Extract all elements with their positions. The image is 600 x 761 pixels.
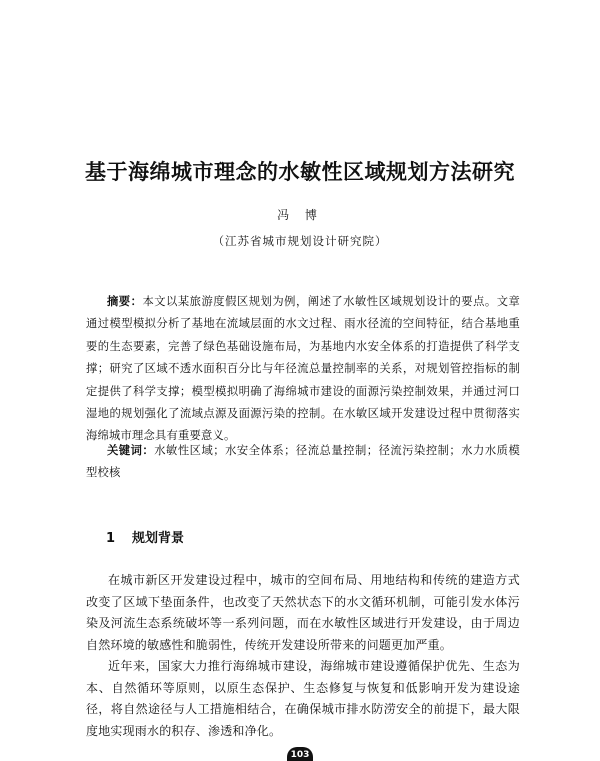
author-name: 冯 博 [277,208,323,222]
page-number: 103 [287,747,313,761]
section-heading [106,527,184,546]
section-title: 规划背景 [132,531,185,546]
keywords-text: 水敏性区域；水安全体系；径流总量控制；径流污染控制；水力水质模型校核 [86,444,520,480]
abstract-label: 摘要： [107,295,143,308]
body-paragraph: 在城市新区开发建设过程中，城市的空间布局、用地结构和传统的建造方式改变了区域下垫面条件，也改变了天然状态下的水文循环机制，可能引发水体污染及河流生态系统破坏等一系列问题，而在水敏性区域进行开发建设，由于周边自然环境的敏感性和脆弱性，传统开发建设所带来的问题更加严重。 [86,573,520,652]
section-number: 1 [106,531,116,546]
abstract-text: 本文以某旅游度假区规划为例，阐述了水敏性区域规划设计的要点。文章通过模型模拟分析了基地在流域层面的水文过程、雨水径流的空间特征，结合基地重要的生态要素，完善了绿色基础设施布局，为基地内水安全体系的打造提供了科学支撑；研究了区域不透水面积百分比与年径流总量控制率的关系，对规划管控指标的制定提供了科学支撑；模型模拟明确了海绵城市建设的面源污染控制效果，并通过河口湿地的规划强化了流域点源及面源污染的控制。在水敏区域开发建设过程中贯彻落实海绵城市理念具有重要意义。 [86,295,520,443]
keywords [86,440,520,485]
keywords-label: 关键词： [107,444,155,457]
body-paragraph: 近年来，国家大力推行海绵城市建设，海绵城市建设遵循保护优先、生态为本、自然循环等原则，以原生态保护、生态修复与恢复和低影响开发为建设途径，将自然途径与人工措施相结合，在确保城市排水防涝安全的前提下，最大限度地实现雨水的积存、渗透和净化。 [86,659,520,738]
author-affiliation: （江苏省城市规划设计研究院） [212,234,388,248]
abstract [86,291,520,448]
paper-title: 基于海绵城市理念的水敏性区域规划方法研究 [85,159,515,184]
